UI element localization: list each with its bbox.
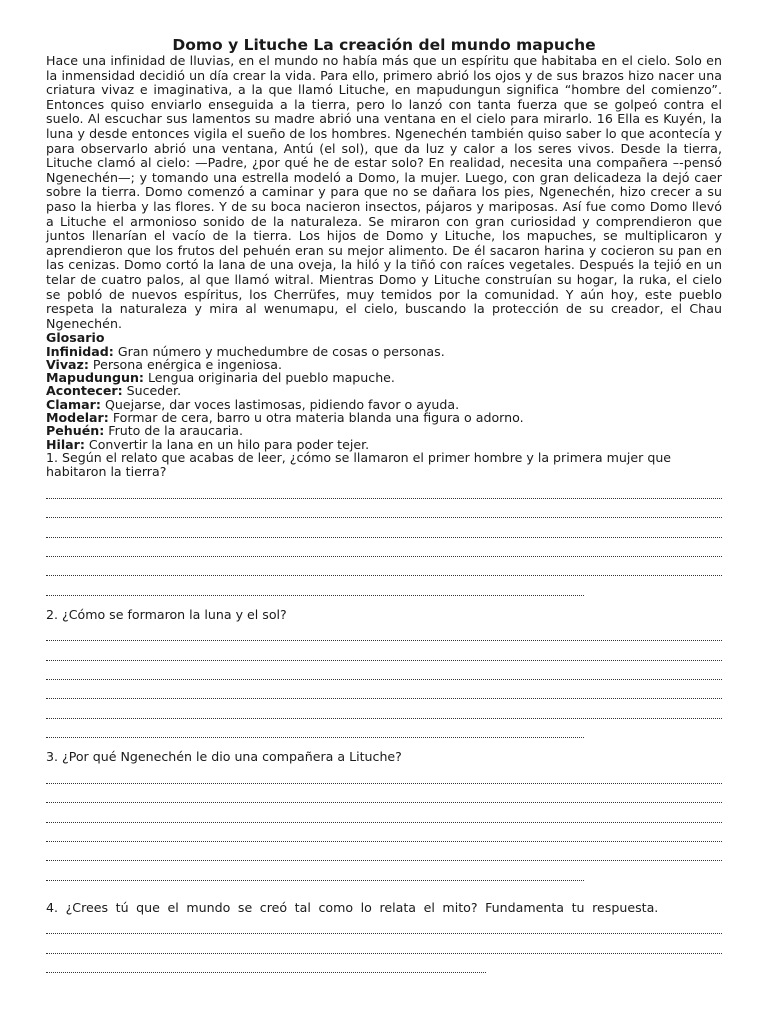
answer-lines-4 bbox=[46, 915, 722, 973]
glossary-item bbox=[46, 411, 722, 424]
glossary-item bbox=[46, 345, 722, 358]
answer-line[interactable] bbox=[46, 680, 722, 699]
glossary-term: Modelar: bbox=[46, 410, 109, 426]
glossary-item bbox=[46, 371, 722, 384]
glossary-term: Hilar: bbox=[46, 436, 85, 452]
answer-line[interactable] bbox=[46, 784, 722, 803]
answer-line[interactable] bbox=[46, 934, 722, 953]
glossary-definition: Quejarse, dar voces lastimosas, pidiendo favor o ayuda. bbox=[100, 396, 460, 412]
answer-line[interactable] bbox=[46, 557, 722, 576]
answer-lines-3 bbox=[46, 764, 722, 880]
glossary-definition: Gran número y muchedumbre de cosas o personas. bbox=[113, 343, 445, 359]
answer-lines-2 bbox=[46, 622, 722, 738]
glossary-definition: Convertir la lana en un hilo para poder tejer. bbox=[84, 436, 370, 452]
glossary-term: Pehuén: bbox=[46, 423, 105, 439]
answer-line[interactable] bbox=[46, 861, 584, 880]
answer-line[interactable] bbox=[46, 842, 722, 861]
answer-line[interactable] bbox=[46, 499, 722, 518]
answer-line[interactable] bbox=[46, 764, 722, 783]
answer-line[interactable] bbox=[46, 641, 722, 660]
answer-line[interactable] bbox=[46, 915, 722, 934]
answer-line[interactable] bbox=[46, 538, 722, 557]
answer-line[interactable] bbox=[46, 719, 584, 738]
answer-line[interactable] bbox=[46, 576, 584, 595]
glossary-definition: Lengua originaria del pueblo mapuche. bbox=[143, 370, 395, 386]
answer-line[interactable] bbox=[46, 699, 722, 718]
question-4: 4. ¿Crees tú que el mundo se creó tal como lo relata el mito? Fundamenta tu respuesta. bbox=[46, 899, 659, 915]
worksheet-title: Domo y Lituche La creación del mundo mapuche bbox=[172, 36, 596, 54]
story-text: Hace una infinidad de lluvias, en el mundo no había más que un espíritu que habitaba en el cielo. Solo en la inmensidad decidió un día crear la vida. Para ello, primero abrió los ojos y de sus brazos hizo nacer una criatura vivaz e imaginativa, a la que llamó Lituche, en mapudungun significa “hombre del comienzo”. Entonces quiso enviarlo enseguida a la tierra, pero lo lanzó con tanta fuerza que se golpeó contra el suelo. Al escuchar sus lamentos su madre abrió una ventana en el cielo para mirarlo. 16 Ella es Kuyén, la luna y desde entonces vigila el sueño de los hombres. Ngenechén también quiso saber lo que acontecía y para observarlo abrió una ventana, Antú (el sol), que da luz y calor a los seres vivos. Desde la tierra, Lituche clamó al cielo: —Padre, ¿por qué he de estar solo? En realidad, necesita una compañera –-pensó Ngenechén—; y tomando una estrella modeló a Domo, la mujer. Luego, con gran delicadeza la dejó caer sobre la tierra. Domo comenzó a caminar y para que no se dañara los pies, Ngenechén, hizo crecer a su paso la hierba y las flores. Y de su boca nacieron insectos, pájaros y mariposas. Así fue como Domo llevó a Lituche el armonioso sonido de la naturaleza. Se miraron con gran curiosidad y comprendieron que juntos llenarían el vacío de la tierra. Los hijos de Domo y Lituche, los mapuches, se multiplicaron y aprendieron que los frutos del pehuén eran su mejor alimento. De él sacaron harina y cocieron su pan en las cenizas. Domo cortó la lana de una oveja, la hiló y la tiñó con raíces vegetales. Después la tejió en un telar de cuatro palos, al que llamó witral. Mientras Domo y Lituche construían su hogar, la ruka, el cielo se pobló de nuevos espíritus, los Cherrüfes, muy temidos por la comunidad. Y aún hoy, este pueblo respeta la naturaleza y mira al wenumapu, el cielo, buscando la protección de su creador, el Chau Ngenechén. bbox=[46, 53, 722, 331]
answer-line[interactable] bbox=[46, 803, 722, 822]
answer-line[interactable] bbox=[46, 954, 486, 973]
glossary-definition: Fruto de la araucaria. bbox=[104, 423, 243, 439]
answer-line[interactable] bbox=[46, 622, 722, 641]
glossary-definition: Suceder. bbox=[122, 383, 182, 399]
glossary-term: Vivaz: bbox=[46, 356, 89, 372]
glossary-item bbox=[46, 438, 722, 451]
glossary-item bbox=[46, 398, 722, 411]
glossary-definition: Formar de cera, barro u otra materia blanda una figura o adorno. bbox=[108, 410, 524, 426]
glossary-term: Clamar: bbox=[46, 396, 101, 412]
answer-line[interactable] bbox=[46, 518, 722, 537]
glossary-item bbox=[46, 384, 722, 397]
glossary-term: Acontecer: bbox=[46, 383, 123, 399]
glossary-item bbox=[46, 424, 722, 437]
glossary-term: Infinidad: bbox=[46, 343, 114, 359]
question-3: 3. ¿Por qué Ngenechén le dio una compañera a Lituche? bbox=[46, 749, 402, 765]
answer-lines-1 bbox=[46, 479, 722, 595]
answer-line[interactable] bbox=[46, 661, 722, 680]
question-1: 1. Según el relato que acabas de leer, ¿cómo se llamaron el primer hombre y la primera mujer que habitaron la tierra? bbox=[46, 449, 672, 480]
question-2: 2. ¿Cómo se formaron la luna y el sol? bbox=[46, 606, 287, 622]
glossary-definition: Persona enérgica e ingeniosa. bbox=[88, 356, 282, 372]
glossary-term: Mapudungun: bbox=[46, 370, 144, 386]
glossary-item bbox=[46, 358, 722, 371]
answer-line[interactable] bbox=[46, 479, 722, 498]
answer-line[interactable] bbox=[46, 823, 722, 842]
glossary-heading: Glosario bbox=[46, 330, 105, 346]
